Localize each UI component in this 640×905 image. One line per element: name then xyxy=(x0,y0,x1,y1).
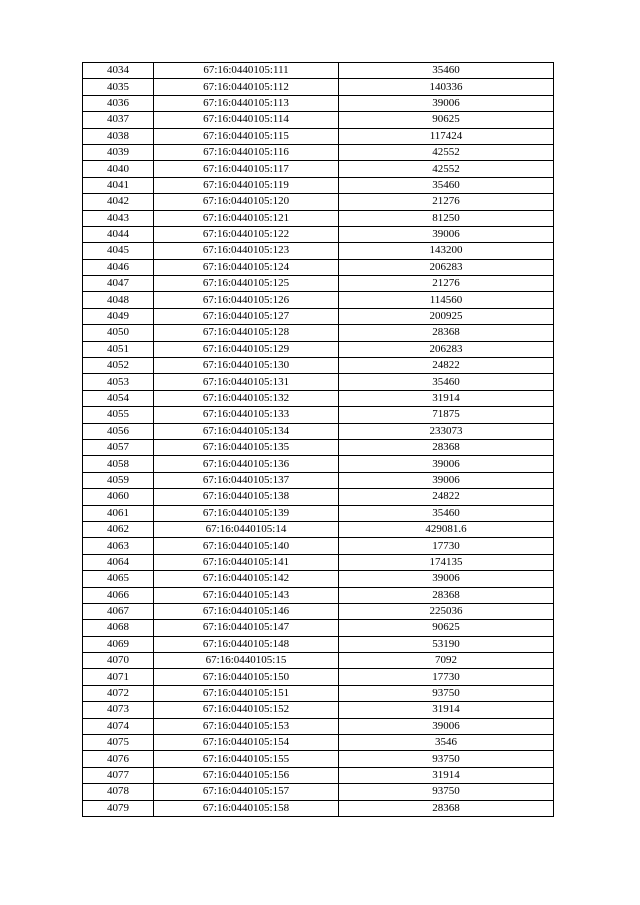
value-cell: 206283 xyxy=(339,341,554,357)
cadastral-number-cell: 67:16:0440105:128 xyxy=(154,325,339,341)
value-cell: 35460 xyxy=(339,374,554,390)
cadastral-number-cell: 67:16:0440105:123 xyxy=(154,243,339,259)
cadastral-number-cell: 67:16:0440105:152 xyxy=(154,702,339,718)
row-number-cell: 4065 xyxy=(83,571,154,587)
cadastral-number-cell: 67:16:0440105:155 xyxy=(154,751,339,767)
cadastral-number-cell: 67:16:0440105:116 xyxy=(154,144,339,160)
row-number-cell: 4062 xyxy=(83,521,154,537)
value-cell: 24822 xyxy=(339,489,554,505)
row-number-cell: 4063 xyxy=(83,538,154,554)
cadastral-number-cell: 67:16:0440105:119 xyxy=(154,177,339,193)
row-number-cell: 4058 xyxy=(83,456,154,472)
cadastral-number-cell: 67:16:0440105:120 xyxy=(154,194,339,210)
value-cell: 53190 xyxy=(339,636,554,652)
table-row xyxy=(83,489,554,505)
value-cell: 39006 xyxy=(339,95,554,111)
cadastral-number-cell: 67:16:0440105:154 xyxy=(154,735,339,751)
table-row xyxy=(83,177,554,193)
cadastral-number-cell: 67:16:0440105:135 xyxy=(154,439,339,455)
value-cell: 93750 xyxy=(339,784,554,800)
value-cell: 429081.6 xyxy=(339,521,554,537)
row-number-cell: 4061 xyxy=(83,505,154,521)
cadastral-number-cell: 67:16:0440105:15 xyxy=(154,653,339,669)
table-row xyxy=(83,784,554,800)
table-row xyxy=(83,390,554,406)
table-row xyxy=(83,439,554,455)
table-row xyxy=(83,407,554,423)
value-cell: 39006 xyxy=(339,456,554,472)
table-row xyxy=(83,587,554,603)
table-row xyxy=(83,800,554,816)
value-cell: 206283 xyxy=(339,259,554,275)
value-cell: 21276 xyxy=(339,194,554,210)
value-cell: 31914 xyxy=(339,767,554,783)
value-cell: 28368 xyxy=(339,325,554,341)
value-cell: 233073 xyxy=(339,423,554,439)
table-row xyxy=(83,472,554,488)
value-cell: 28368 xyxy=(339,439,554,455)
value-cell: 39006 xyxy=(339,718,554,734)
table-row xyxy=(83,226,554,242)
table-row xyxy=(83,423,554,439)
cadastral-number-cell: 67:16:0440105:157 xyxy=(154,784,339,800)
row-number-cell: 4047 xyxy=(83,276,154,292)
row-number-cell: 4045 xyxy=(83,243,154,259)
value-cell: 28368 xyxy=(339,587,554,603)
row-number-cell: 4054 xyxy=(83,390,154,406)
cadastral-number-cell: 67:16:0440105:147 xyxy=(154,620,339,636)
cadastral-number-cell: 67:16:0440105:136 xyxy=(154,456,339,472)
row-number-cell: 4055 xyxy=(83,407,154,423)
value-cell: 35460 xyxy=(339,505,554,521)
cadastral-number-cell: 67:16:0440105:139 xyxy=(154,505,339,521)
cadastral-number-cell: 67:16:0440105:134 xyxy=(154,423,339,439)
row-number-cell: 4044 xyxy=(83,226,154,242)
table-row xyxy=(83,194,554,210)
table-row xyxy=(83,620,554,636)
cadastral-number-cell: 67:16:0440105:148 xyxy=(154,636,339,652)
value-cell: 93750 xyxy=(339,751,554,767)
value-cell: 42552 xyxy=(339,144,554,160)
row-number-cell: 4037 xyxy=(83,112,154,128)
row-number-cell: 4059 xyxy=(83,472,154,488)
row-number-cell: 4074 xyxy=(83,718,154,734)
table-row xyxy=(83,767,554,783)
cadastral-number-cell: 67:16:0440105:141 xyxy=(154,554,339,570)
table-row xyxy=(83,161,554,177)
cadastral-number-cell: 67:16:0440105:114 xyxy=(154,112,339,128)
table-row xyxy=(83,341,554,357)
table-row xyxy=(83,112,554,128)
table-row xyxy=(83,63,554,79)
value-cell: 200925 xyxy=(339,308,554,324)
row-number-cell: 4064 xyxy=(83,554,154,570)
table-row xyxy=(83,259,554,275)
row-number-cell: 4036 xyxy=(83,95,154,111)
value-cell: 17730 xyxy=(339,538,554,554)
value-cell: 93750 xyxy=(339,685,554,701)
cadastral-number-cell: 67:16:0440105:138 xyxy=(154,489,339,505)
cadastral-number-cell: 67:16:0440105:125 xyxy=(154,276,339,292)
table-row xyxy=(83,603,554,619)
table-row xyxy=(83,308,554,324)
cadastral-number-cell: 67:16:0440105:133 xyxy=(154,407,339,423)
row-number-cell: 4056 xyxy=(83,423,154,439)
table-body xyxy=(83,63,554,817)
cadastral-number-cell: 67:16:0440105:151 xyxy=(154,685,339,701)
cadastral-number-cell: 67:16:0440105:140 xyxy=(154,538,339,554)
cadastral-number-cell: 67:16:0440105:124 xyxy=(154,259,339,275)
table-row xyxy=(83,128,554,144)
value-cell: 31914 xyxy=(339,390,554,406)
row-number-cell: 4079 xyxy=(83,800,154,816)
row-number-cell: 4078 xyxy=(83,784,154,800)
value-cell: 225036 xyxy=(339,603,554,619)
value-cell: 39006 xyxy=(339,226,554,242)
cadastral-number-cell: 67:16:0440105:111 xyxy=(154,63,339,79)
table-row xyxy=(83,95,554,111)
row-number-cell: 4072 xyxy=(83,685,154,701)
value-cell: 35460 xyxy=(339,177,554,193)
row-number-cell: 4042 xyxy=(83,194,154,210)
table-row xyxy=(83,456,554,472)
cadastral-number-cell: 67:16:0440105:127 xyxy=(154,308,339,324)
table-row xyxy=(83,521,554,537)
table-row xyxy=(83,653,554,669)
row-number-cell: 4071 xyxy=(83,669,154,685)
row-number-cell: 4073 xyxy=(83,702,154,718)
value-cell: 174135 xyxy=(339,554,554,570)
row-number-cell: 4068 xyxy=(83,620,154,636)
table-row xyxy=(83,538,554,554)
row-number-cell: 4067 xyxy=(83,603,154,619)
cadastral-number-cell: 67:16:0440105:126 xyxy=(154,292,339,308)
value-cell: 24822 xyxy=(339,358,554,374)
table-row xyxy=(83,243,554,259)
row-number-cell: 4046 xyxy=(83,259,154,275)
table-row xyxy=(83,636,554,652)
table-row xyxy=(83,751,554,767)
row-number-cell: 4040 xyxy=(83,161,154,177)
value-cell: 7092 xyxy=(339,653,554,669)
row-number-cell: 4076 xyxy=(83,751,154,767)
row-number-cell: 4035 xyxy=(83,79,154,95)
cadastral-number-cell: 67:16:0440105:14 xyxy=(154,521,339,537)
value-cell: 39006 xyxy=(339,571,554,587)
cadastral-number-cell: 67:16:0440105:129 xyxy=(154,341,339,357)
table-row xyxy=(83,144,554,160)
row-number-cell: 4038 xyxy=(83,128,154,144)
value-cell: 71875 xyxy=(339,407,554,423)
row-number-cell: 4039 xyxy=(83,144,154,160)
row-number-cell: 4060 xyxy=(83,489,154,505)
value-cell: 140336 xyxy=(339,79,554,95)
row-number-cell: 4066 xyxy=(83,587,154,603)
row-number-cell: 4057 xyxy=(83,439,154,455)
row-number-cell: 4049 xyxy=(83,308,154,324)
value-cell: 31914 xyxy=(339,702,554,718)
cadastral-number-cell: 67:16:0440105:122 xyxy=(154,226,339,242)
value-cell: 42552 xyxy=(339,161,554,177)
row-number-cell: 4077 xyxy=(83,767,154,783)
cadastral-number-cell: 67:16:0440105:153 xyxy=(154,718,339,734)
value-cell: 21276 xyxy=(339,276,554,292)
value-cell: 143200 xyxy=(339,243,554,259)
table-row xyxy=(83,669,554,685)
row-number-cell: 4051 xyxy=(83,341,154,357)
table-row xyxy=(83,685,554,701)
data-table xyxy=(82,62,554,817)
row-number-cell: 4052 xyxy=(83,358,154,374)
table-row xyxy=(83,554,554,570)
value-cell: 39006 xyxy=(339,472,554,488)
table-row xyxy=(83,325,554,341)
row-number-cell: 4050 xyxy=(83,325,154,341)
row-number-cell: 4075 xyxy=(83,735,154,751)
value-cell: 17730 xyxy=(339,669,554,685)
row-number-cell: 4053 xyxy=(83,374,154,390)
cadastral-number-cell: 67:16:0440105:143 xyxy=(154,587,339,603)
table-row xyxy=(83,292,554,308)
value-cell: 90625 xyxy=(339,620,554,636)
row-number-cell: 4043 xyxy=(83,210,154,226)
table-row xyxy=(83,735,554,751)
table-row xyxy=(83,79,554,95)
row-number-cell: 4070 xyxy=(83,653,154,669)
value-cell: 3546 xyxy=(339,735,554,751)
cadastral-number-cell: 67:16:0440105:112 xyxy=(154,79,339,95)
value-cell: 81250 xyxy=(339,210,554,226)
row-number-cell: 4069 xyxy=(83,636,154,652)
cadastral-number-cell: 67:16:0440105:142 xyxy=(154,571,339,587)
table-row xyxy=(83,374,554,390)
value-cell: 117424 xyxy=(339,128,554,144)
table-row xyxy=(83,505,554,521)
cadastral-number-cell: 67:16:0440105:121 xyxy=(154,210,339,226)
cadastral-number-cell: 67:16:0440105:113 xyxy=(154,95,339,111)
cadastral-number-cell: 67:16:0440105:131 xyxy=(154,374,339,390)
cadastral-number-cell: 67:16:0440105:132 xyxy=(154,390,339,406)
value-cell: 114560 xyxy=(339,292,554,308)
table-row xyxy=(83,276,554,292)
row-number-cell: 4048 xyxy=(83,292,154,308)
cadastral-number-cell: 67:16:0440105:115 xyxy=(154,128,339,144)
table-row xyxy=(83,718,554,734)
value-cell: 28368 xyxy=(339,800,554,816)
cadastral-number-cell: 67:16:0440105:158 xyxy=(154,800,339,816)
cadastral-number-cell: 67:16:0440105:150 xyxy=(154,669,339,685)
table-row xyxy=(83,210,554,226)
table-row xyxy=(83,571,554,587)
table-row xyxy=(83,358,554,374)
cadastral-number-cell: 67:16:0440105:130 xyxy=(154,358,339,374)
row-number-cell: 4041 xyxy=(83,177,154,193)
cadastral-number-cell: 67:16:0440105:117 xyxy=(154,161,339,177)
cadastral-number-cell: 67:16:0440105:146 xyxy=(154,603,339,619)
table-row xyxy=(83,702,554,718)
value-cell: 90625 xyxy=(339,112,554,128)
cadastral-number-cell: 67:16:0440105:156 xyxy=(154,767,339,783)
value-cell: 35460 xyxy=(339,63,554,79)
row-number-cell: 4034 xyxy=(83,63,154,79)
cadastral-number-cell: 67:16:0440105:137 xyxy=(154,472,339,488)
